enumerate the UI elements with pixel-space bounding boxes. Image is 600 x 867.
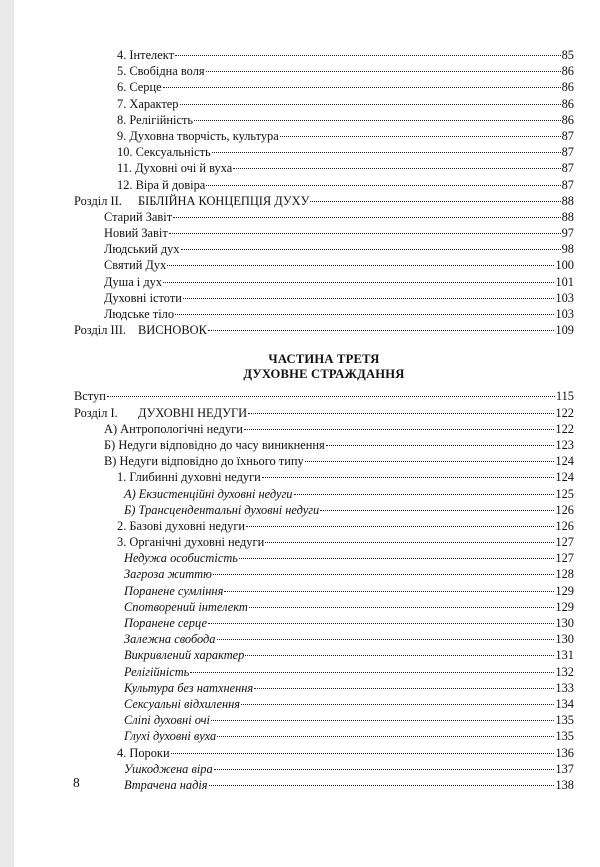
page-ref: 87	[561, 177, 574, 192]
toc-entry[interactable]	[74, 777, 574, 793]
leader-dots	[326, 445, 555, 446]
toc-entry[interactable]	[74, 664, 574, 680]
page-ref: 86	[561, 112, 574, 127]
toc-label: Святий Дух	[104, 258, 167, 273]
leader-dots	[262, 477, 555, 478]
toc-entry[interactable]	[74, 241, 574, 257]
toc-label: Викривлений характер	[124, 648, 245, 663]
toc-label: Недужа особистість	[124, 551, 238, 566]
page-ref: 126	[555, 518, 574, 533]
leader-dots	[107, 396, 555, 397]
toc-entry[interactable]	[74, 306, 574, 322]
toc-entry[interactable]	[74, 128, 574, 144]
page-ref: 85	[561, 48, 574, 62]
page-ref: 133	[555, 680, 574, 695]
leader-dots	[190, 672, 554, 673]
toc-label: Новий Завіт	[104, 226, 168, 241]
toc-label: Культура без натхнення	[124, 680, 254, 695]
page-ref: 124	[555, 470, 574, 485]
leader-dots	[233, 168, 560, 169]
page-ref: 86	[561, 64, 574, 79]
leader-dots	[163, 282, 554, 283]
toc-label: 1. Глибинні духовні недуги	[117, 470, 261, 485]
toc-entry[interactable]	[74, 257, 574, 273]
leader-dots	[211, 720, 554, 721]
page-ref: 123	[555, 437, 574, 452]
section2-item-list	[74, 209, 574, 322]
leader-dots	[180, 104, 561, 105]
leader-dots	[173, 217, 560, 218]
leader-dots	[310, 201, 560, 202]
toc-entry[interactable]	[74, 534, 574, 550]
page-ref: 87	[561, 145, 574, 160]
page-ref: 109	[555, 323, 574, 338]
page-ref: 122	[555, 421, 574, 436]
toc-entry[interactable]	[74, 47, 574, 63]
toc-entry[interactable]	[74, 696, 574, 712]
leader-dots	[305, 461, 555, 462]
toc-entry[interactable]	[74, 550, 574, 566]
section-title: БІБЛІЙНА КОНЦЕПЦІЯ ДУХУ	[138, 193, 310, 208]
toc-label: А) Антропологічні недуги	[104, 421, 243, 436]
toc-entry[interactable]	[74, 177, 574, 193]
toc-label: 12. Віра й довіра	[117, 177, 206, 192]
toc-label: 8. Релігійність	[117, 112, 194, 127]
toc-entry[interactable]	[74, 290, 574, 306]
toc-label: Спотворений інтелект	[124, 599, 248, 614]
toc-label: Людський дух	[104, 242, 180, 257]
toc-entry[interactable]	[74, 728, 574, 744]
leader-dots	[206, 185, 560, 186]
toc-label: 6. Серце	[117, 80, 162, 95]
leader-dots	[171, 753, 555, 754]
page-ref: 135	[555, 713, 574, 728]
leader-dots	[213, 574, 555, 575]
page-ref: 88	[561, 209, 574, 224]
page-ref: 86	[561, 96, 574, 111]
toc-label: Сексуальні відхилення	[124, 696, 241, 711]
leader-dots	[265, 542, 554, 543]
page-ref: 100	[555, 258, 574, 273]
toc-label: Ушкоджена віра	[124, 761, 213, 776]
table-of-contents	[74, 47, 574, 793]
toc-section-1[interactable]	[74, 405, 574, 421]
toc-intro[interactable]	[74, 388, 574, 404]
toc-entry[interactable]	[74, 63, 574, 79]
toc-entry[interactable]	[74, 615, 574, 631]
toc-label: В) Недуги відповідно до їхнього типу	[104, 454, 304, 469]
toc-entry[interactable]	[74, 421, 574, 437]
toc-label: Залежна свобода	[124, 632, 216, 647]
page-ref: 136	[555, 745, 574, 760]
toc-entry[interactable]	[74, 680, 574, 696]
leader-dots	[224, 591, 554, 592]
part-title-line2: ДУХОВНЕ СТРАЖДАННЯ	[243, 366, 405, 381]
toc-entry[interactable]	[74, 453, 574, 469]
toc-entry[interactable]	[74, 599, 574, 615]
toc-entry[interactable]	[74, 518, 574, 534]
page-ref: 86	[561, 80, 574, 95]
toc-entry[interactable]	[74, 96, 574, 112]
page-ref: 129	[555, 599, 574, 614]
toc-label: 11. Духовні очі й вуха	[117, 161, 233, 176]
page-ref: 130	[555, 616, 574, 630]
page-number: 8	[73, 775, 80, 790]
leader-dots	[194, 120, 561, 121]
part-title-line1: ЧАСТИНА ТРЕТЯ	[268, 352, 380, 367]
page-ref: 137	[555, 761, 574, 776]
leader-dots	[248, 413, 554, 414]
page-ref: 128	[555, 567, 574, 582]
leader-dots	[245, 655, 554, 656]
leader-dots	[241, 704, 554, 705]
page-ref: 122	[555, 405, 574, 420]
leader-dots	[209, 785, 555, 786]
toc-label: Релігійність	[124, 664, 190, 679]
toc-label: А) Екзистенційні духовні недуги	[124, 486, 293, 501]
toc-entry[interactable]	[74, 761, 574, 777]
toc-entry[interactable]	[74, 225, 574, 241]
section-title: ДУХОВНІ НЕДУГИ	[138, 405, 248, 420]
page-ref: 88	[561, 193, 574, 208]
toc-section-3[interactable]	[74, 322, 574, 338]
toc-label: Б) Трансцендентальні духовні недуги	[124, 502, 320, 517]
leader-dots	[214, 769, 555, 770]
leader-dots	[167, 265, 554, 266]
page-ref: 115	[555, 389, 574, 404]
leader-dots	[244, 429, 555, 430]
toc-entry[interactable]	[74, 647, 574, 663]
toc-label: Глухі духовні вуха	[124, 729, 217, 744]
page-ref: 124	[555, 454, 574, 469]
leader-dots	[181, 249, 561, 250]
leader-dots	[208, 330, 555, 331]
toc-entry[interactable]	[74, 631, 574, 647]
toc-label: Поранене сумління	[124, 583, 224, 598]
toc-label: Душа і дух	[104, 274, 163, 289]
book-page	[14, 0, 600, 867]
page-ref: 134	[555, 696, 574, 711]
toc-label: 4. Інтелект	[117, 48, 175, 62]
toc-entry[interactable]	[74, 437, 574, 453]
leader-dots	[208, 623, 554, 624]
toc-label: 10. Сексуальність	[117, 145, 211, 160]
leader-dots	[246, 526, 554, 527]
toc-label: 4. Пороки	[117, 745, 170, 760]
toc-label: Вступ	[74, 389, 106, 404]
leader-dots	[183, 298, 555, 299]
page-ref: 130	[555, 632, 574, 647]
leader-dots	[217, 736, 554, 737]
page-ref: 103	[555, 307, 574, 321]
leader-dots	[280, 136, 561, 137]
page-ref: 97	[561, 226, 574, 241]
toc-entry[interactable]	[74, 486, 574, 502]
toc-entry[interactable]	[74, 209, 574, 225]
toc-label: 3. Органічні духовні недуги	[117, 535, 265, 550]
page-ref: 129	[555, 583, 574, 598]
toc-label: 5. Свобідна воля	[117, 64, 205, 79]
leader-dots	[175, 314, 554, 315]
toc-label: Втрачена надія	[124, 777, 208, 792]
page-ref: 103	[555, 290, 574, 305]
toc-entry[interactable]	[74, 274, 574, 290]
toc-label: Старий Завіт	[104, 209, 173, 224]
leader-dots	[163, 87, 561, 88]
toc-entry[interactable]	[74, 144, 574, 160]
toc-label: 2. Базові духовні недуги	[117, 518, 246, 533]
toc-entry[interactable]	[74, 712, 574, 728]
page-ref: 127	[555, 535, 574, 550]
page-ref: 87	[561, 161, 574, 176]
section-title: ВИСНОВОК	[138, 323, 207, 338]
page-ref: 138	[555, 777, 574, 792]
toc-label: Духовні істоти	[104, 290, 182, 305]
part2-item-list	[74, 47, 574, 193]
page-ref: 87	[561, 128, 574, 143]
page-ref: 101	[555, 274, 574, 289]
toc-entry[interactable]	[74, 160, 574, 176]
page-ref: 98	[561, 242, 574, 257]
leader-dots	[294, 494, 555, 495]
leader-dots	[217, 639, 555, 640]
leader-dots	[212, 152, 561, 153]
page-ref: 127	[555, 551, 574, 566]
toc-label: Загроза життю	[124, 567, 212, 582]
toc-entry[interactable]	[74, 583, 574, 599]
page-ref: 135	[555, 729, 574, 744]
page-ref: 125	[555, 486, 574, 501]
toc-entry[interactable]	[74, 469, 574, 485]
toc-label: Людське тіло	[104, 307, 175, 321]
section1-item-list	[74, 421, 574, 793]
toc-section-2[interactable]	[74, 193, 574, 209]
toc-label: 9. Духовна творчість, культура	[117, 128, 279, 143]
toc-label: Б) Недуги відповідно до часу виникнення	[104, 437, 325, 452]
page-ref: 132	[555, 664, 574, 679]
toc-label: 7. Характер	[117, 96, 179, 111]
leader-dots	[206, 71, 561, 72]
page-ref: 126	[555, 502, 574, 517]
leader-dots	[320, 510, 554, 511]
toc-entry[interactable]	[74, 566, 574, 582]
leader-dots	[249, 607, 555, 608]
page-ref: 131	[555, 648, 574, 663]
section-number: Розділ III.	[74, 323, 126, 338]
toc-label: Поранене серце	[124, 616, 207, 630]
leader-dots	[169, 233, 561, 234]
section-number: Розділ I.	[74, 405, 118, 420]
leader-dots	[254, 688, 554, 689]
toc-entry[interactable]	[74, 79, 574, 95]
leader-dots	[239, 558, 554, 559]
section-number: Розділ II.	[74, 193, 122, 208]
toc-entry[interactable]	[74, 745, 574, 761]
toc-entry[interactable]	[74, 502, 574, 518]
toc-label: Сліпі духовні очі	[124, 713, 210, 728]
leader-dots	[175, 55, 561, 56]
toc-entry[interactable]	[74, 112, 574, 128]
